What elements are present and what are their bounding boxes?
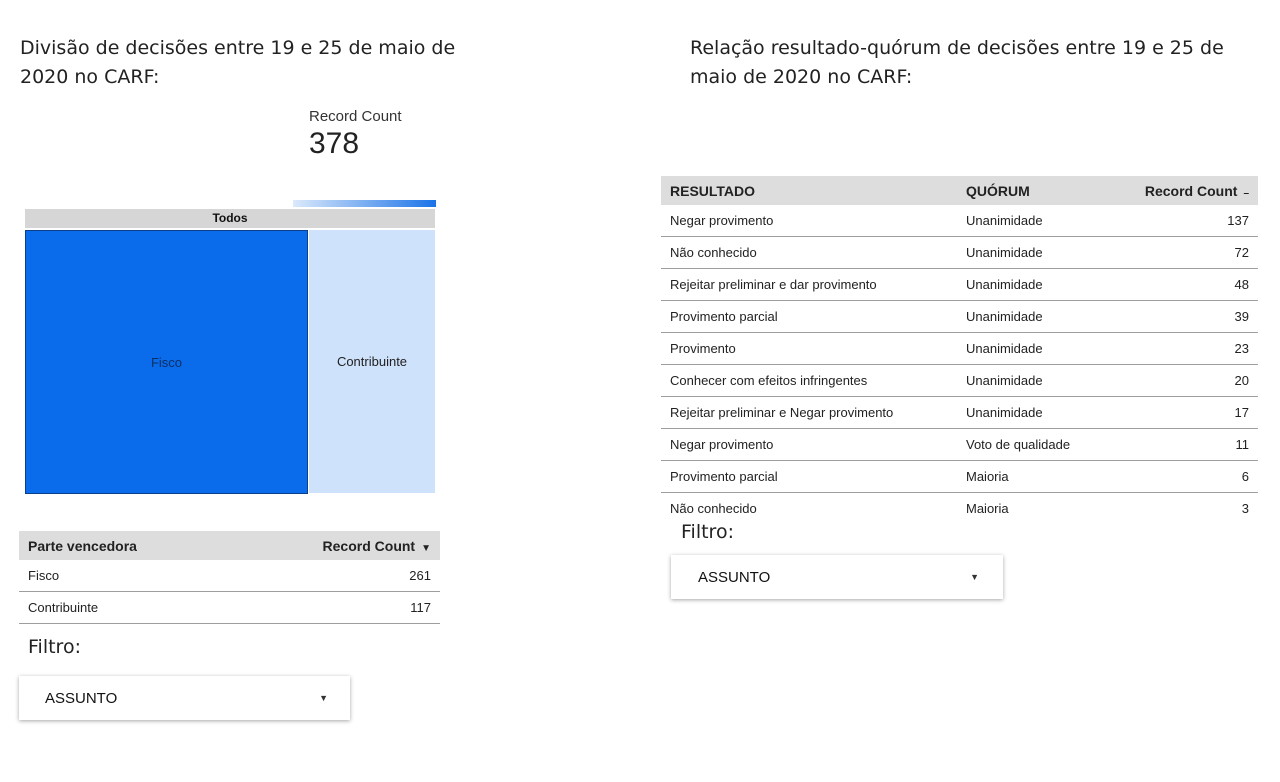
cell-parte: Fisco: [28, 568, 60, 583]
cell-count: 48: [1234, 277, 1249, 292]
column-header-record-count[interactable]: [1127, 183, 1258, 199]
cell-quorum: Unanimidade: [966, 213, 1043, 228]
cell-resultado: Provimento: [670, 341, 736, 356]
cell-count: 3: [1241, 501, 1249, 516]
table-row[interactable]: [661, 205, 1258, 237]
parte-vencedora-table: [19, 531, 440, 624]
table-row[interactable]: [661, 461, 1258, 493]
dropdown-value: ASSUNTO: [698, 568, 771, 586]
cell-resultado: Conhecer com efeitos infringentes: [670, 373, 868, 388]
table-row[interactable]: [19, 560, 440, 592]
record-count-scorecard: [309, 108, 402, 161]
sort-desc-icon[interactable]: –: [1243, 187, 1249, 199]
right-heading: Relação resultado-quórum de decisões entre 19 e 25 de maio de 2020 no CARF:: [690, 37, 1224, 88]
table-row[interactable]: [661, 493, 1258, 524]
treemap[interactable]: [25, 209, 435, 493]
cell-quorum: Unanimidade: [966, 405, 1043, 420]
cell-count: 72: [1234, 245, 1249, 260]
cell-count: 261: [409, 568, 431, 583]
table-row[interactable]: [661, 397, 1258, 429]
resultado-quorum-table: [661, 176, 1258, 524]
cell-resultado: Não conhecido: [670, 501, 757, 516]
table-row[interactable]: [661, 429, 1258, 461]
right-filter-label: Filtro:: [681, 521, 734, 543]
column-header-label: Record Count: [1144, 182, 1238, 199]
cell-quorum: Maioria: [966, 469, 1009, 484]
treemap-cell-fisco[interactable]: [25, 230, 308, 494]
table-row[interactable]: [661, 301, 1258, 333]
scorecard-value: 378: [309, 127, 360, 160]
cell-resultado: Negar provimento: [670, 437, 774, 452]
treemap-color-legend: [293, 200, 436, 207]
cell-parte: Contribuinte: [28, 600, 99, 615]
cell-count: 117: [410, 600, 431, 615]
cell-quorum: Unanimidade: [966, 341, 1043, 356]
column-header-label: Record Count: [322, 537, 416, 554]
cell-quorum: Unanimidade: [966, 373, 1043, 388]
cell-quorum: Voto de qualidade: [966, 437, 1071, 452]
scorecard-label: Record Count: [309, 108, 402, 125]
column-header-resultado[interactable]: RESULTADO: [670, 182, 756, 199]
cell-resultado: Rejeitar preliminar e Negar provimento: [670, 405, 894, 420]
treemap-cell-contribuinte[interactable]: [309, 230, 435, 493]
treemap-cell-label: Contribuinte: [336, 354, 408, 369]
cell-quorum: Unanimidade: [966, 277, 1043, 292]
cell-count: 11: [1235, 437, 1249, 452]
treemap-header[interactable]: Todos: [25, 209, 435, 228]
table-row[interactable]: [661, 269, 1258, 301]
cell-count: 137: [1227, 213, 1249, 228]
table-header: [661, 176, 1258, 205]
cell-resultado: Provimento parcial: [670, 469, 778, 484]
table-row[interactable]: [661, 237, 1258, 269]
cell-resultado: Rejeitar preliminar e dar provimento: [670, 277, 877, 292]
cell-resultado: Provimento parcial: [670, 309, 778, 324]
column-header-quorum[interactable]: QUÓRUM: [966, 182, 1030, 199]
cell-count: 39: [1234, 309, 1249, 324]
assunto-filter-dropdown[interactable]: [671, 555, 1003, 599]
left-filter-label: Filtro:: [28, 636, 81, 658]
cell-count: 23: [1234, 341, 1249, 356]
cell-count: 20: [1234, 373, 1249, 388]
assunto-filter-dropdown[interactable]: [19, 676, 350, 720]
column-header-parte-vencedora[interactable]: Parte vencedora: [28, 537, 137, 554]
dropdown-value: ASSUNTO: [45, 689, 118, 707]
cell-count: 17: [1234, 405, 1249, 420]
caret-down-icon: ▼: [970, 572, 979, 582]
column-header-record-count[interactable]: [299, 538, 440, 554]
cell-quorum: Maioria: [966, 501, 1009, 516]
cell-resultado: Negar provimento: [670, 213, 774, 228]
cell-quorum: Unanimidade: [966, 245, 1043, 260]
sort-desc-icon[interactable]: ▼: [421, 542, 431, 554]
table-row[interactable]: [661, 333, 1258, 365]
treemap-cell-label: Fisco: [150, 354, 183, 370]
table-header: [19, 531, 440, 560]
table-row[interactable]: [661, 365, 1258, 397]
caret-down-icon: ▼: [319, 693, 328, 703]
cell-resultado: Não conhecido: [670, 245, 757, 260]
cell-quorum: Unanimidade: [966, 309, 1043, 324]
table-row[interactable]: [19, 592, 440, 624]
cell-count: 6: [1241, 469, 1249, 484]
left-heading: Divisão de decisões entre 19 e 25 de maio de 2020 no CARF:: [20, 37, 456, 88]
